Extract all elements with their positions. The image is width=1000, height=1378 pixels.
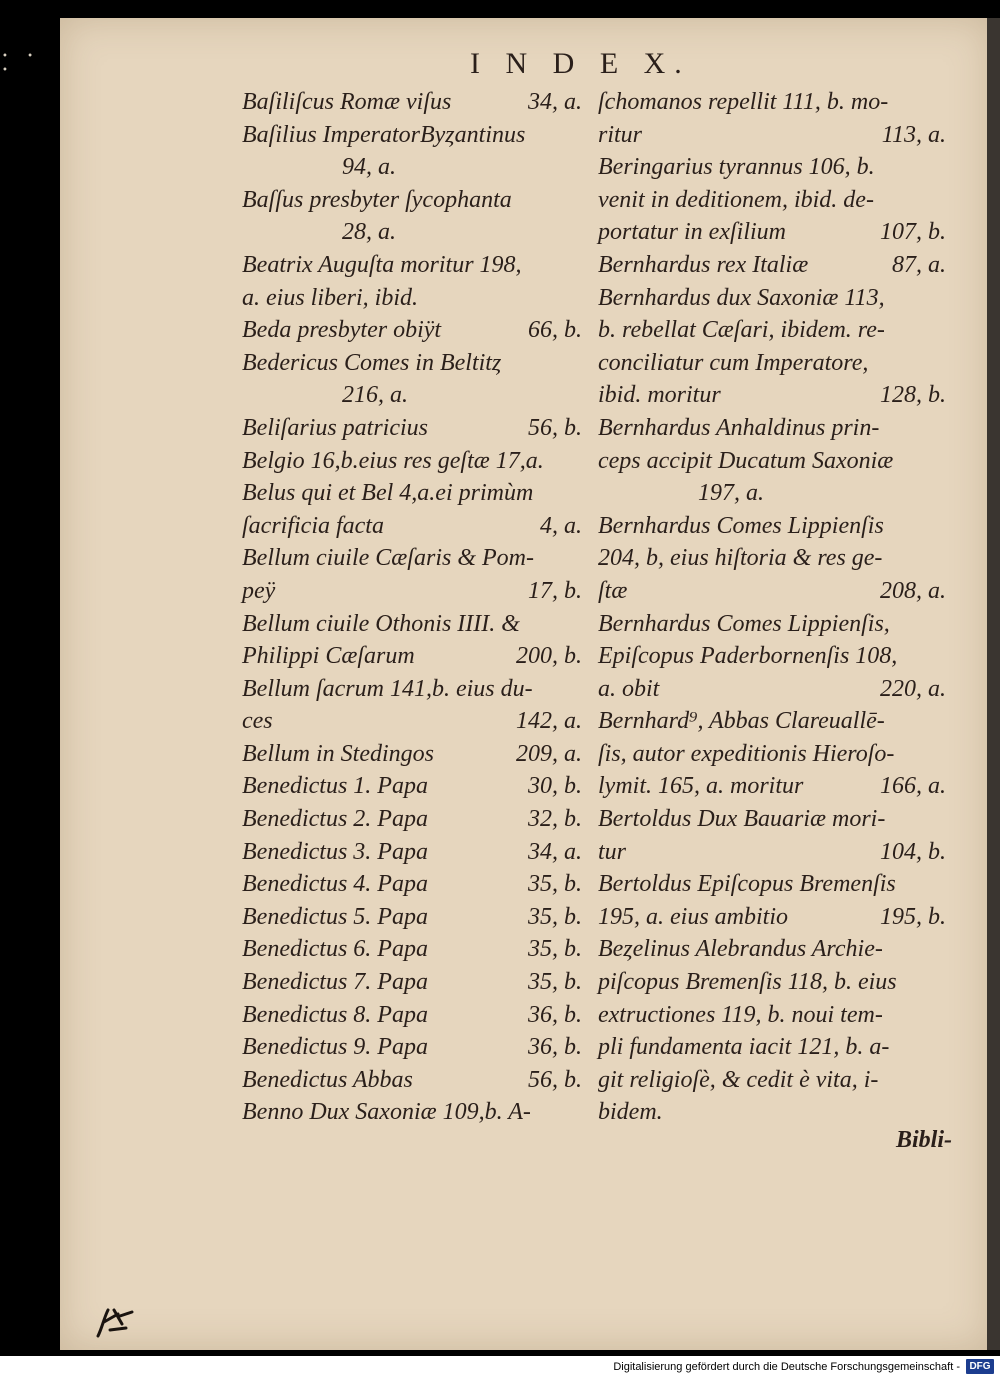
entry-reference: 220, a. xyxy=(880,675,946,702)
index-entry xyxy=(242,608,582,641)
entry-text: ritur xyxy=(598,121,643,148)
entry-text: ſchomanos repellit 111, b. mo- xyxy=(598,89,889,115)
index-entry xyxy=(598,510,946,543)
index-entry xyxy=(598,477,946,510)
entry-text: peÿ xyxy=(242,577,276,604)
page-edge xyxy=(987,18,1000,1350)
entry-text: ces xyxy=(242,708,273,735)
entry-text: Bernhardus rex Italiæ xyxy=(598,251,809,278)
entry-reference: 56, b. xyxy=(528,414,582,441)
ink-mark-icon xyxy=(92,1300,142,1340)
index-entry xyxy=(598,608,946,641)
entry-text: ſtæ xyxy=(598,577,628,604)
catchword: Bibli- xyxy=(895,1127,952,1153)
index-entry xyxy=(242,216,582,249)
entry-text: 195, a. eius ambitio xyxy=(598,903,788,930)
index-entry xyxy=(242,282,582,315)
index-entry xyxy=(242,151,582,184)
index-column-left xyxy=(242,86,582,1129)
entry-text: Bellum ciuile Cæſaris & Pom- xyxy=(242,545,534,572)
entry-reference: 35, b. xyxy=(528,969,582,996)
entry-text: Baſſus presbyter ſycophanta xyxy=(242,186,512,213)
footer-bar xyxy=(0,1356,1000,1378)
entry-reference: 32, b. xyxy=(528,806,582,833)
index-entry xyxy=(242,445,582,478)
entry-text: Baſilius ImperatorByȥantinus xyxy=(242,121,526,148)
entry-reference: 142, a. xyxy=(516,708,582,735)
index-entry xyxy=(598,347,946,380)
index-entry xyxy=(242,184,582,217)
entry-text: Belus qui et Bel 4,a.ei primùm xyxy=(242,480,534,507)
index-entry xyxy=(598,151,946,184)
index-entry xyxy=(598,640,946,673)
entry-text: a. obit xyxy=(598,675,660,702)
entry-text: pli fundamenta iacit 121, b. a- xyxy=(598,1034,890,1061)
entry-reference: 36, b. xyxy=(528,1034,582,1061)
index-entry xyxy=(598,86,946,119)
entry-text: Bellum ciuile Othonis IIII. & xyxy=(242,610,520,637)
index-entry xyxy=(242,673,582,706)
index-entry xyxy=(598,314,946,347)
entry-text: Epiſcopus Paderbornenſis 108, xyxy=(598,643,898,670)
index-entry xyxy=(598,282,946,315)
index-entry xyxy=(242,1096,582,1129)
entry-text: Bellum ſacrum 141,b. eius du- xyxy=(242,675,533,702)
entry-text: Bernhard⁹, Abbas Clareuallē- xyxy=(598,708,885,735)
entry-reference: 4, a. xyxy=(540,512,582,539)
entry-reference: 35, b. xyxy=(528,903,582,930)
entry-reference: 34, a. xyxy=(528,89,582,115)
entry-text: bidem. xyxy=(598,1099,663,1126)
index-entry xyxy=(598,1031,946,1064)
index-entry xyxy=(242,803,582,836)
entry-text: Benedictus 1. Papa xyxy=(242,773,428,800)
index-entry xyxy=(598,575,946,608)
entry-reference: 200, b. xyxy=(516,643,582,670)
entry-reference: 34, a. xyxy=(528,838,582,865)
entry-reference: 104, b. xyxy=(880,838,946,865)
entry-text: ibid. moritur xyxy=(598,382,721,409)
entry-text: ceps accipit Ducatum Saxoniæ xyxy=(598,447,894,474)
index-entry xyxy=(598,119,946,152)
index-entry xyxy=(242,379,582,412)
entry-text: Beda presbyter obiÿt xyxy=(242,317,442,344)
index-entry xyxy=(598,705,946,738)
entry-text: 216, a. xyxy=(342,382,408,409)
entry-text: ſacrificia facta xyxy=(242,512,384,539)
index-entry xyxy=(598,999,946,1032)
index-entry xyxy=(242,901,582,934)
index-entry xyxy=(598,249,946,282)
index-entry xyxy=(598,966,946,999)
entry-reference: 17, b. xyxy=(528,577,582,604)
entry-text: Bernhardus Comes Lippienſis, xyxy=(598,610,890,637)
index-entry xyxy=(598,184,946,217)
entry-text: Benedictus 5. Papa xyxy=(242,903,428,930)
index-entry xyxy=(242,868,582,901)
entry-text: Beatrix Auguſta moritur 198, xyxy=(242,251,522,278)
index-entry xyxy=(598,803,946,836)
entry-text: Bernhardus Comes Lippienſis xyxy=(598,512,884,539)
entry-text: Bertoldus Epiſcopus Bremenſis xyxy=(598,871,896,898)
index-entry xyxy=(242,640,582,673)
index-entry xyxy=(598,216,946,249)
entry-text: Bernhardus Anhaldinus prin- xyxy=(598,414,880,441)
entry-text: Bellum in Stedingos xyxy=(242,740,434,767)
entry-text: Benedictus 3. Papa xyxy=(242,838,428,865)
running-head: I N D E X. xyxy=(470,47,691,80)
entry-text: Benedictus Abbas xyxy=(242,1066,413,1093)
index-entry xyxy=(242,119,582,152)
entry-reference: 35, b. xyxy=(528,936,582,963)
index-entry xyxy=(242,738,582,771)
index-entry xyxy=(598,868,946,901)
index-entry xyxy=(242,966,582,999)
entry-reference: 30, b. xyxy=(528,773,582,800)
index-entry xyxy=(598,379,946,412)
entry-text: b. rebellat Cæſari, ibidem. re- xyxy=(598,317,885,344)
index-entry xyxy=(242,705,582,738)
entry-text: Beliſarius patricius xyxy=(242,414,428,441)
entry-text: a. eius liberi, ibid. xyxy=(242,284,418,311)
entry-reference: 195, b. xyxy=(880,903,946,930)
edge-dots: • • • xyxy=(2,51,41,76)
index-entry xyxy=(242,542,582,575)
footer-credit: Digitalisierung gefördert durch die Deutsche Forschungsgemeinschaft - xyxy=(613,1361,960,1373)
entry-text: Beȥelinus Alebrandus Archie- xyxy=(598,936,883,963)
entry-reference: 66, b. xyxy=(528,317,582,344)
entry-text: Philippi Cæſarum xyxy=(242,643,415,670)
entry-text: Benedictus 4. Papa xyxy=(242,871,428,898)
index-entry xyxy=(242,999,582,1032)
entry-text: Benedictus 2. Papa xyxy=(242,806,428,833)
entry-text: 28, a. xyxy=(342,219,396,246)
entry-text: git religioſè, & cedit è vita, i- xyxy=(598,1066,879,1093)
index-entry xyxy=(598,770,946,803)
entry-text: Benedictus 7. Papa xyxy=(242,969,428,996)
entry-text: conciliatur cum Imperatore, xyxy=(598,349,869,376)
dfg-logo: DFG xyxy=(966,1359,994,1374)
index-entry xyxy=(242,347,582,380)
entry-text: Bedericus Comes in Beltitȥ xyxy=(242,349,502,376)
entry-reference: 107, b. xyxy=(880,219,946,246)
entry-reference: 56, b. xyxy=(528,1066,582,1093)
index-entry xyxy=(242,477,582,510)
index-entry xyxy=(242,575,582,608)
index-entry xyxy=(598,933,946,966)
entry-text: tur xyxy=(598,838,627,865)
entry-text: Bernhardus dux Saxoniæ 113, xyxy=(598,284,885,311)
entry-text: ſis, autor expeditionis Hieroſo- xyxy=(598,740,895,767)
entry-reference: 113, a. xyxy=(881,121,946,148)
index-entry xyxy=(242,836,582,869)
index-entry xyxy=(242,314,582,347)
entry-text: Benedictus 6. Papa xyxy=(242,936,428,963)
index-entry xyxy=(598,412,946,445)
index-entry xyxy=(242,770,582,803)
entry-text: Beringarius tyrannus 106, b. xyxy=(598,154,875,181)
index-column-right xyxy=(598,86,946,1129)
entry-reference: 209, a. xyxy=(516,740,582,767)
index-entry xyxy=(598,836,946,869)
entry-text: Bertoldus Dux Bauariæ mori- xyxy=(598,806,886,833)
index-entry xyxy=(242,249,582,282)
entry-reference: 208, a. xyxy=(880,577,946,604)
entry-text: piſcopus Bremenſis 118, b. eius xyxy=(598,969,897,996)
index-entry xyxy=(598,738,946,771)
index-entry xyxy=(598,445,946,478)
entry-text: portatur in exſilium xyxy=(598,219,786,246)
entry-reference: 87, a. xyxy=(892,251,946,278)
index-entry xyxy=(242,86,582,119)
entry-text: Belgio 16,b.eius res geſtæ 17,a. xyxy=(242,447,544,474)
entry-reference: 166, a. xyxy=(880,773,946,800)
entry-text: Benedictus 8. Papa xyxy=(242,1001,428,1028)
entry-text: venit in deditionem, ibid. de- xyxy=(598,186,874,213)
entry-reference: 35, b. xyxy=(528,871,582,898)
index-entry xyxy=(242,1031,582,1064)
entry-text: extructiones 119, b. noui tem- xyxy=(598,1001,883,1028)
index-entry xyxy=(598,901,946,934)
index-entry xyxy=(242,1064,582,1097)
index-entry xyxy=(598,542,946,575)
index-entry xyxy=(242,412,582,445)
entry-reference: 128, b. xyxy=(880,382,946,409)
index-entry xyxy=(242,510,582,543)
entry-text: Baſiliſcus Romæ viſus xyxy=(242,89,452,115)
entry-text: 204, b, eius hiſtoria & res ge- xyxy=(598,545,883,572)
index-entry xyxy=(598,673,946,706)
entry-text: Benedictus 9. Papa xyxy=(242,1034,428,1061)
entry-text: Benno Dux Saxoniæ 109,b. A- xyxy=(242,1099,531,1126)
index-entry xyxy=(242,933,582,966)
entry-text: 197, a. xyxy=(698,480,764,507)
entry-text: lymit. 165, a. moritur xyxy=(598,773,804,800)
entry-reference: 36, b. xyxy=(528,1001,582,1028)
index-entry xyxy=(598,1064,946,1097)
entry-text: 94, a. xyxy=(342,154,396,181)
